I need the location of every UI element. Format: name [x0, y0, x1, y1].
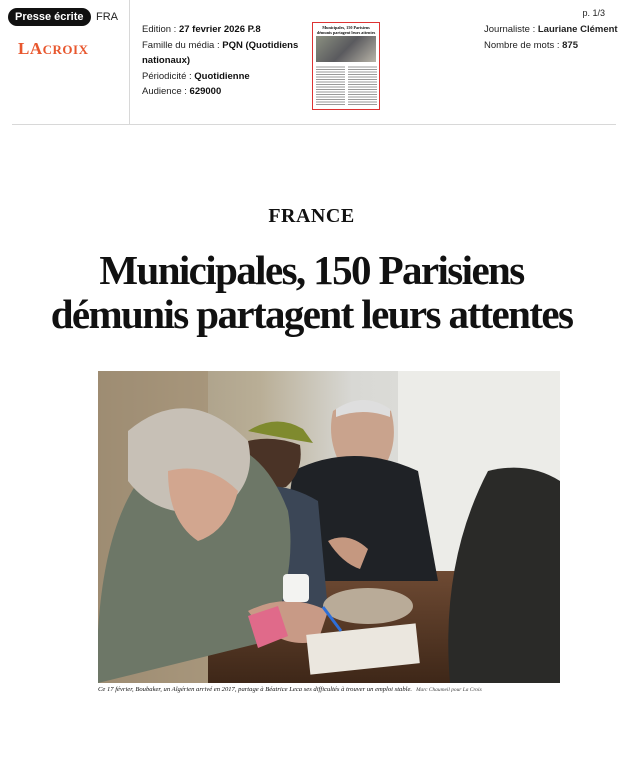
thumbnail-text-column: [348, 65, 377, 105]
vertical-divider: [129, 0, 130, 124]
family-value: PQN (Quotidiens nationaux): [142, 39, 299, 66]
publication-meta: [142, 22, 302, 100]
period-row: [142, 69, 302, 85]
article-rubric: FRANCE: [268, 205, 355, 227]
country-code: FRA: [96, 11, 118, 23]
caption-text: Ce 17 février, Boubaker, un Algérien arrivé en 2017, partage à Béatrice Leca ses difficultés à trouver un emploi stable.: [98, 686, 413, 693]
header-divider: [12, 124, 616, 125]
page-number: p. 1/3: [582, 8, 605, 18]
family-row: [142, 38, 302, 69]
audience-row: [142, 84, 302, 100]
edition-row: [142, 22, 302, 38]
words-label: Nombre de mots :: [484, 40, 563, 51]
edition-label: Edition :: [142, 24, 179, 35]
family-label: Famille du média :: [142, 39, 223, 51]
article-headline: [0, 248, 623, 336]
article-photo: [98, 371, 560, 683]
audience-value: 629000: [189, 86, 222, 97]
headline-line-1: Municipales, 150 Parisiens: [99, 247, 524, 293]
journalist-row: [484, 22, 618, 38]
logo-la: LA: [18, 39, 43, 58]
thumbnail-text-column: [316, 65, 345, 105]
words-row: [484, 38, 618, 54]
photo-scene: [98, 371, 560, 683]
photo-caption: [98, 686, 560, 693]
page-thumbnail[interactable]: [312, 22, 380, 110]
journalist-value: Lauriane Clément: [537, 24, 618, 35]
thumbnail-title: Municipales, 150 Parisiens démunis partagent leurs attentes: [316, 25, 376, 35]
photo-credit: Marc Chaumeil pour La Croix: [416, 687, 482, 693]
press-type-badge: Presse écrite: [8, 8, 91, 26]
words-value: 875: [562, 40, 578, 51]
la-croix-logo: [18, 39, 88, 59]
edition-value: 27 fevrier 2026 P.8: [178, 24, 261, 35]
audience-label: Audience :: [142, 86, 190, 97]
logo-croix: CROIX: [42, 42, 89, 57]
journalist-label: Journaliste :: [484, 24, 538, 35]
period-value: Quotidienne: [194, 70, 250, 82]
thumbnail-photo: [316, 36, 376, 62]
author-meta: [484, 22, 618, 54]
headline-line-2: démunis partagent leurs attentes: [50, 291, 573, 337]
period-label: Périodicité :: [142, 70, 195, 82]
